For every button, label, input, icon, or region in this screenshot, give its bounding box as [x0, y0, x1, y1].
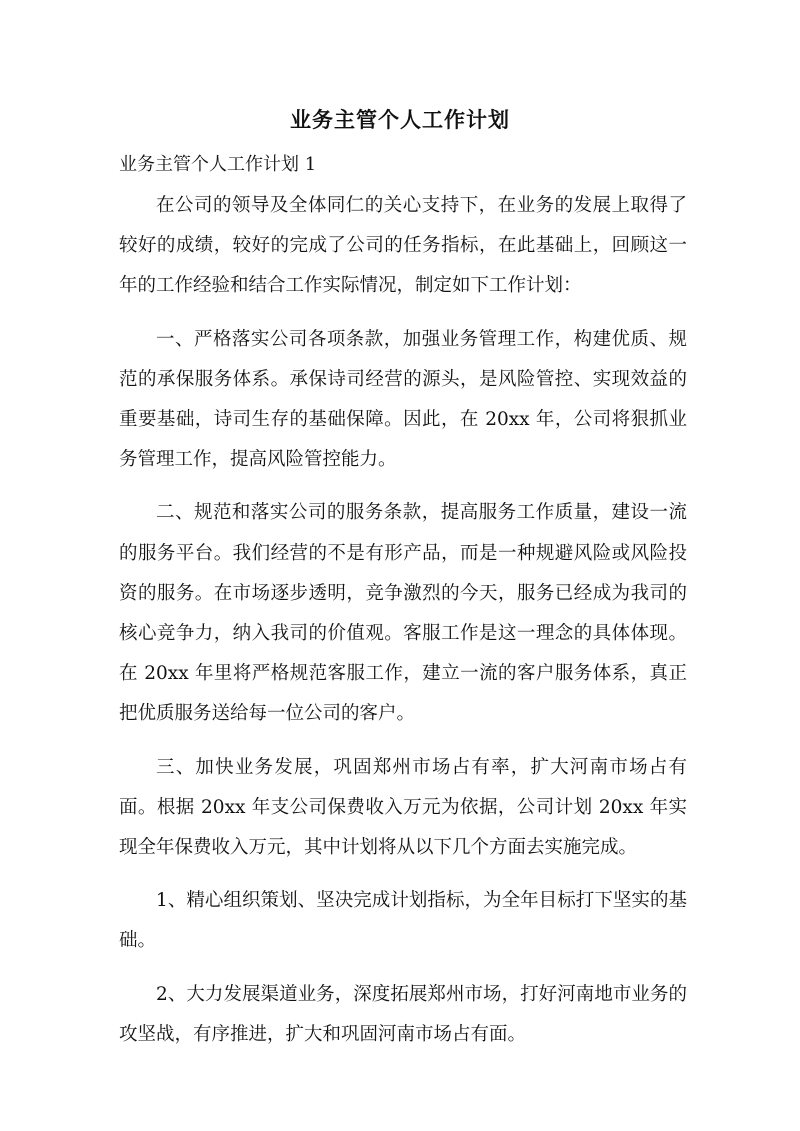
- paragraph-item-two: 2、大力发展渠道业务，深度拓展郑州市场，打好河南地市业务的攻坚战，有序推进，扩大和巩固河南市场占有面。: [119, 983, 687, 1045]
- document-title: 业务主管个人工作计划: [290, 107, 510, 132]
- document-body: [119, 186, 687, 1068]
- document-subtitle: 业务主管个人工作计划 1: [119, 154, 317, 175]
- paragraph-section-two: 二、规范和落实公司的服务条款，提高服务工作质量，建设一流的服务平台。我们经营的不是有形产品，而是一种规避风险或风险投资的服务。在市场逐步透明，竞争激烈的今天，服务已经成为我司的核心竞争力，纳入我司的价值观。客服工作是这一理念的具体体现。在 20xx 年里将严格规范客服工作，建立一流的客户服务体系，真正把优质服务送给每一位公司的客户。: [119, 502, 687, 725]
- paragraph-section-one: 一、严格落实公司各项条款，加强业务管理工作，构建优质、规范的承保服务体系。承保诗司经营的源头，是风险管控、实现效益的重要基础，诗司生存的基础保障。因此，在 20xx 年，公司将狠抓业务管理工作，提高风险管控能力。: [119, 328, 687, 471]
- paragraph-intro: 在公司的领导及全体同仁的关心支持下，在业务的发展上取得了较好的成绩，较好的完成了公司的任务指标，在此基础上，回顾这一年的工作经验和结合工作实际情况，制定如下工作计划：: [119, 195, 687, 297]
- paragraph-section-three: 三、加快业务发展，巩固郑州市场占有率，扩大河南市场占有面。根据 20xx 年支公司保费收入万元为依据，公司计划 20xx 年实现全年保费收入万元，其中计划将从以下几个方面去实施完成。: [119, 756, 687, 859]
- paragraph-item-one: 1、精心组织策划、坚决完成计划指标，为全年目标打下坚实的基础。: [119, 890, 687, 952]
